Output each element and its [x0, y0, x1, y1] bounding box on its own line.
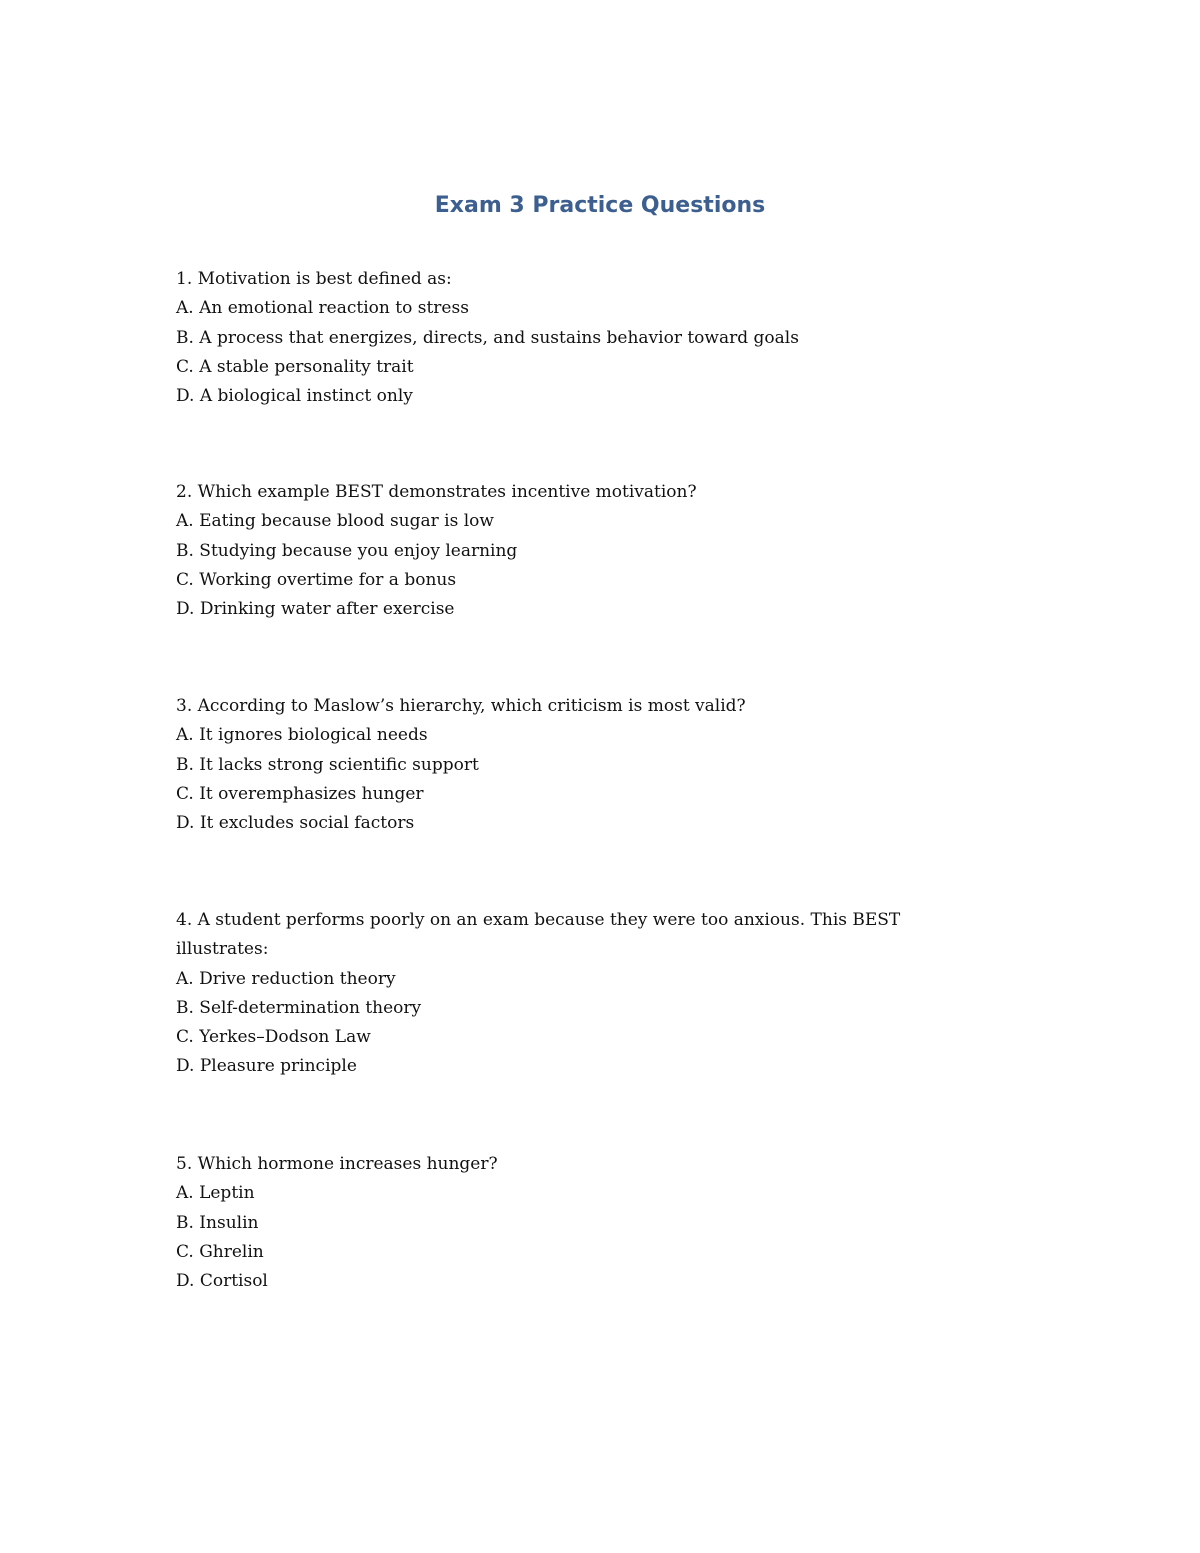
answer-option-b: B. Self-determination theory [176, 997, 422, 1018]
question-3 [176, 692, 976, 838]
question-stem: 2. Which example BEST demonstrates incentive motivation? [176, 482, 697, 502]
answer-option-c: C. A stable personality trait [176, 356, 414, 377]
answer-option-b: B. Studying because you enjoy learning [176, 540, 518, 561]
page-title: Exam 3 Practice Questions [434, 193, 766, 218]
answer-option-d: D. Drinking water after exercise [176, 599, 455, 620]
question-stem: 1. Motivation is best defined as: [176, 269, 452, 289]
answer-option-d: D. It excludes social factors [176, 813, 415, 834]
answer-option-d: D. A biological instinct only [176, 386, 413, 407]
answer-option-b: B. It lacks strong scientific support [176, 754, 479, 775]
answer-option-c: C. Working overtime for a bonus [176, 569, 457, 590]
answer-option-a: A. It ignores biological needs [176, 725, 428, 746]
answer-option-a: A. Leptin [176, 1183, 255, 1204]
question-stem: 3. According to Maslow’s hierarchy, which criticism is most valid? [176, 696, 746, 716]
question-stem: 5. Which hormone increases hunger? [176, 1154, 498, 1174]
answer-option-a: A. Eating because blood sugar is low [176, 511, 494, 532]
answer-option-a: A. Drive reduction theory [176, 968, 396, 989]
answer-option-c: C. It overemphasizes hunger [176, 783, 424, 804]
answer-option-d: D. Pleasure principle [176, 1056, 357, 1077]
question-stem: 4. A student performs poorly on an exam because they were too anxious. This BEST [176, 910, 901, 930]
answer-option-b: B. A process that energizes, directs, and sustains behavior toward goals [176, 327, 799, 348]
answer-option-d: D. Cortisol [176, 1271, 268, 1292]
question-5 [176, 1150, 976, 1296]
question-2 [176, 478, 976, 624]
answer-option-b: B. Insulin [176, 1212, 259, 1233]
answer-option-a: A. An emotional reaction to stress [176, 298, 469, 319]
answer-option-c: C. Ghrelin [176, 1241, 264, 1262]
question-4 [176, 906, 976, 1082]
answer-option-c: C. Yerkes–Dodson Law [176, 1027, 371, 1048]
question-1 [176, 265, 976, 411]
question-stem-continuation: illustrates: [176, 939, 269, 960]
